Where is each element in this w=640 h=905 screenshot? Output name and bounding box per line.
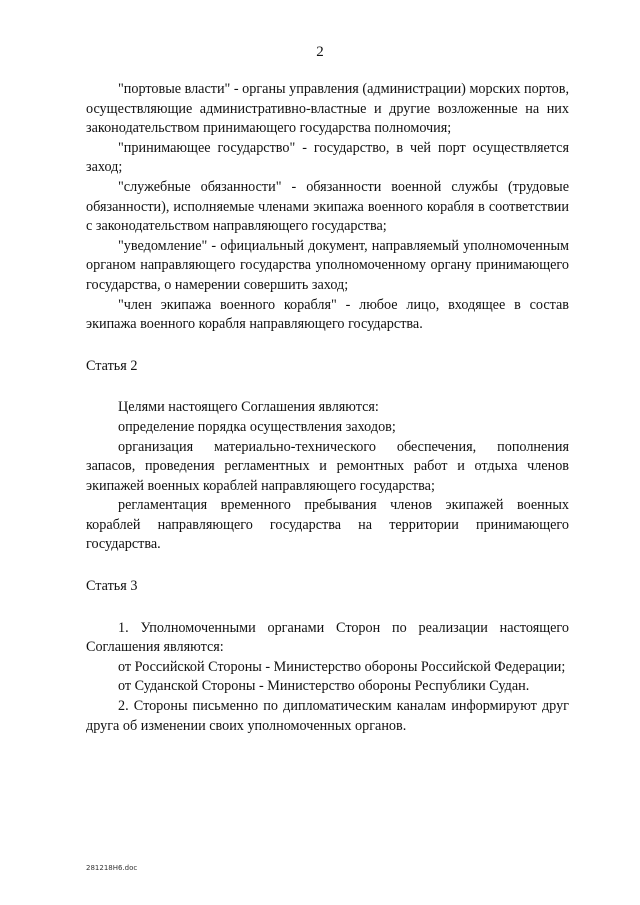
definition-receiving-state: "принимающее государство" - государство, в чей порт осуществляется заход; (86, 139, 569, 176)
article-3-paragraph: 1. Уполномоченными органами Сторон по реализации настоящего Соглашения являются: (86, 619, 569, 656)
article-3-paragraph: 2. Стороны письменно по дипломатическим каналам информируют друг друга об изменении своих уполномоченных органов. (86, 698, 569, 734)
article-2-title: Статья 2 (86, 357, 138, 374)
article-2-paragraph: регламентация временного пребывания членов экипажей военных кораблей направляющего государства на территории принимающего государства. (86, 497, 569, 553)
page-number: 2 (316, 44, 324, 60)
article-3-paragraph: от Российской Стороны - Министерство обороны Российской Федерации; (118, 658, 566, 675)
article-2-paragraph: Целями настоящего Соглашения являются: (118, 399, 379, 416)
document-body (86, 80, 569, 736)
article-2-paragraph: организация материально-технического обеспечения, пополнения запасов, проведения регламентных и ремонтных работ и отдыха членов экипажей военных кораблей направляющего государства; (86, 438, 569, 494)
article-2-paragraph: определение порядка осуществления заходов; (118, 418, 396, 435)
definition-crew-member: "член экипажа военного корабля" - любое лицо, входящее в состав экипажа военного корабля направляющего государства. (86, 296, 569, 333)
definition-notification: "уведомление" - официальный документ, направляемый уполномоченным органом направляющего государства уполномоченному органу принимающего государства, о намерении совершить заход; (86, 237, 569, 293)
definition-port-authorities: "портовые власти" - органы управления (администрации) морских портов, осуществляющие административно-властные и другие возложенные на них законодательством принимающего государства полномочия; (86, 81, 569, 137)
definition-official-duties: "служебные обязанности" - обязанности военной службы (трудовые обязанности), исполняемые членами экипажа военного корабля в соответствии с законодательством направляющего государства; (86, 178, 569, 235)
article-3-paragraph: от Суданской Стороны - Министерство обороны Республики Судан. (118, 678, 530, 695)
file-name-footer: 281218Н6.doc (86, 864, 138, 872)
article-3-title: Статья 3 (86, 578, 138, 595)
